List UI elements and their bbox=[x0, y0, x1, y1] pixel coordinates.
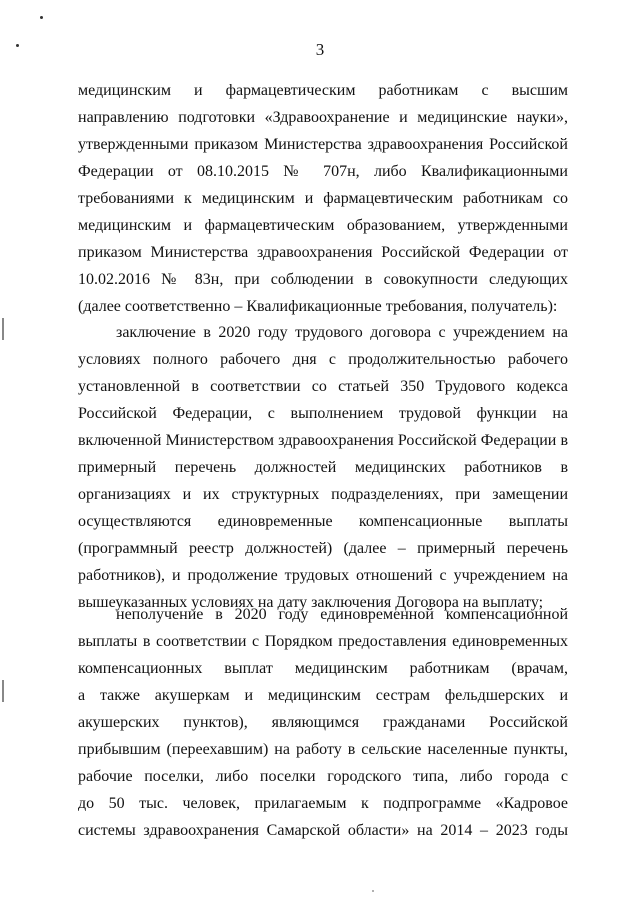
paragraph-1 bbox=[78, 77, 568, 320]
scan-edge-mark bbox=[2, 680, 4, 702]
text-line: вышеуказанных условиях на дату заключения Договора на выплату; bbox=[78, 594, 544, 611]
text-line: направлению подготовки «Здравоохранение и медицинские науки», bbox=[78, 109, 568, 126]
text-line: медицинским и фармацевтическим работникам с высшим bbox=[78, 82, 568, 99]
text-line: Федерации от 08.10.2015 № 707н, либо Квалификационными bbox=[78, 163, 568, 180]
text-line: компенсационных выплат медицинским работникам (врачам, bbox=[78, 660, 568, 677]
text-line: медицинским и фармацевтическим образованием, утвержденными bbox=[78, 217, 568, 234]
text-line: прибывшим (переехавшим) на работу в сельские населенные пункты, bbox=[78, 741, 568, 758]
text-line: приказом Министерства здравоохранения Российской Федерации от bbox=[78, 244, 568, 261]
scan-speck bbox=[40, 16, 43, 19]
text-line: осуществляются единовременные компенсационные выплаты bbox=[78, 513, 568, 530]
scan-speck bbox=[372, 890, 374, 892]
text-line: неполучение в 2020 году единовременной компенсационной bbox=[116, 606, 568, 623]
paragraph-3 bbox=[78, 601, 568, 844]
text-line: (далее соответственно – Квалификационные требования, получатель): bbox=[78, 298, 558, 315]
text-line: Российской Федерации, с выполнением трудовой функции на bbox=[78, 405, 568, 422]
text-line: организациях и их структурных подразделениях, при замещении bbox=[78, 486, 568, 503]
text-line: акушерских пунктов), являющимся гражданами Российской bbox=[78, 714, 568, 731]
text-line: примерный перечень должностей медицинских работников в bbox=[78, 459, 568, 476]
text-line: установленной в соответствии со статьей 350 Трудового кодекса bbox=[78, 378, 568, 395]
text-line: работников), и продолжение трудовых отношений с учреждением на bbox=[78, 567, 568, 584]
scan-edge-mark bbox=[2, 318, 4, 340]
text-line: а также акушеркам и медицинским сестрам фельдшерских и bbox=[78, 687, 568, 704]
text-line: включенной Министерством здравоохранения Российской Федерации в bbox=[78, 432, 568, 449]
text-line: утвержденными приказом Министерства здравоохранения Российской bbox=[78, 136, 568, 153]
text-line: требованиями к медицинским и фармацевтическим работникам со bbox=[78, 190, 568, 207]
paragraph-2 bbox=[78, 319, 568, 616]
page-number: 3 bbox=[315, 40, 325, 59]
text-line: (программный реестр должностей) (далее – примерный перечень bbox=[78, 540, 568, 557]
text-line: заключение в 2020 году трудового договора с учреждением на bbox=[116, 324, 568, 341]
text-line: условиях полного рабочего дня с продолжительностью рабочего bbox=[78, 351, 568, 368]
text-line: выплаты в соответствии с Порядком предоставления единовременных bbox=[78, 633, 568, 650]
text-line: до 50 тыс. человек, прилагаемым к подпрограмме «Кадровое bbox=[78, 795, 568, 812]
text-line: системы здравоохранения Самарской области» на 2014 – 2023 годы bbox=[78, 822, 568, 839]
text-line: 10.02.2016 № 83н, при соблюдении в совокупности следующих bbox=[78, 271, 568, 288]
text-line: рабочие поселки, либо поселки городского типа, либо города с bbox=[78, 768, 568, 785]
